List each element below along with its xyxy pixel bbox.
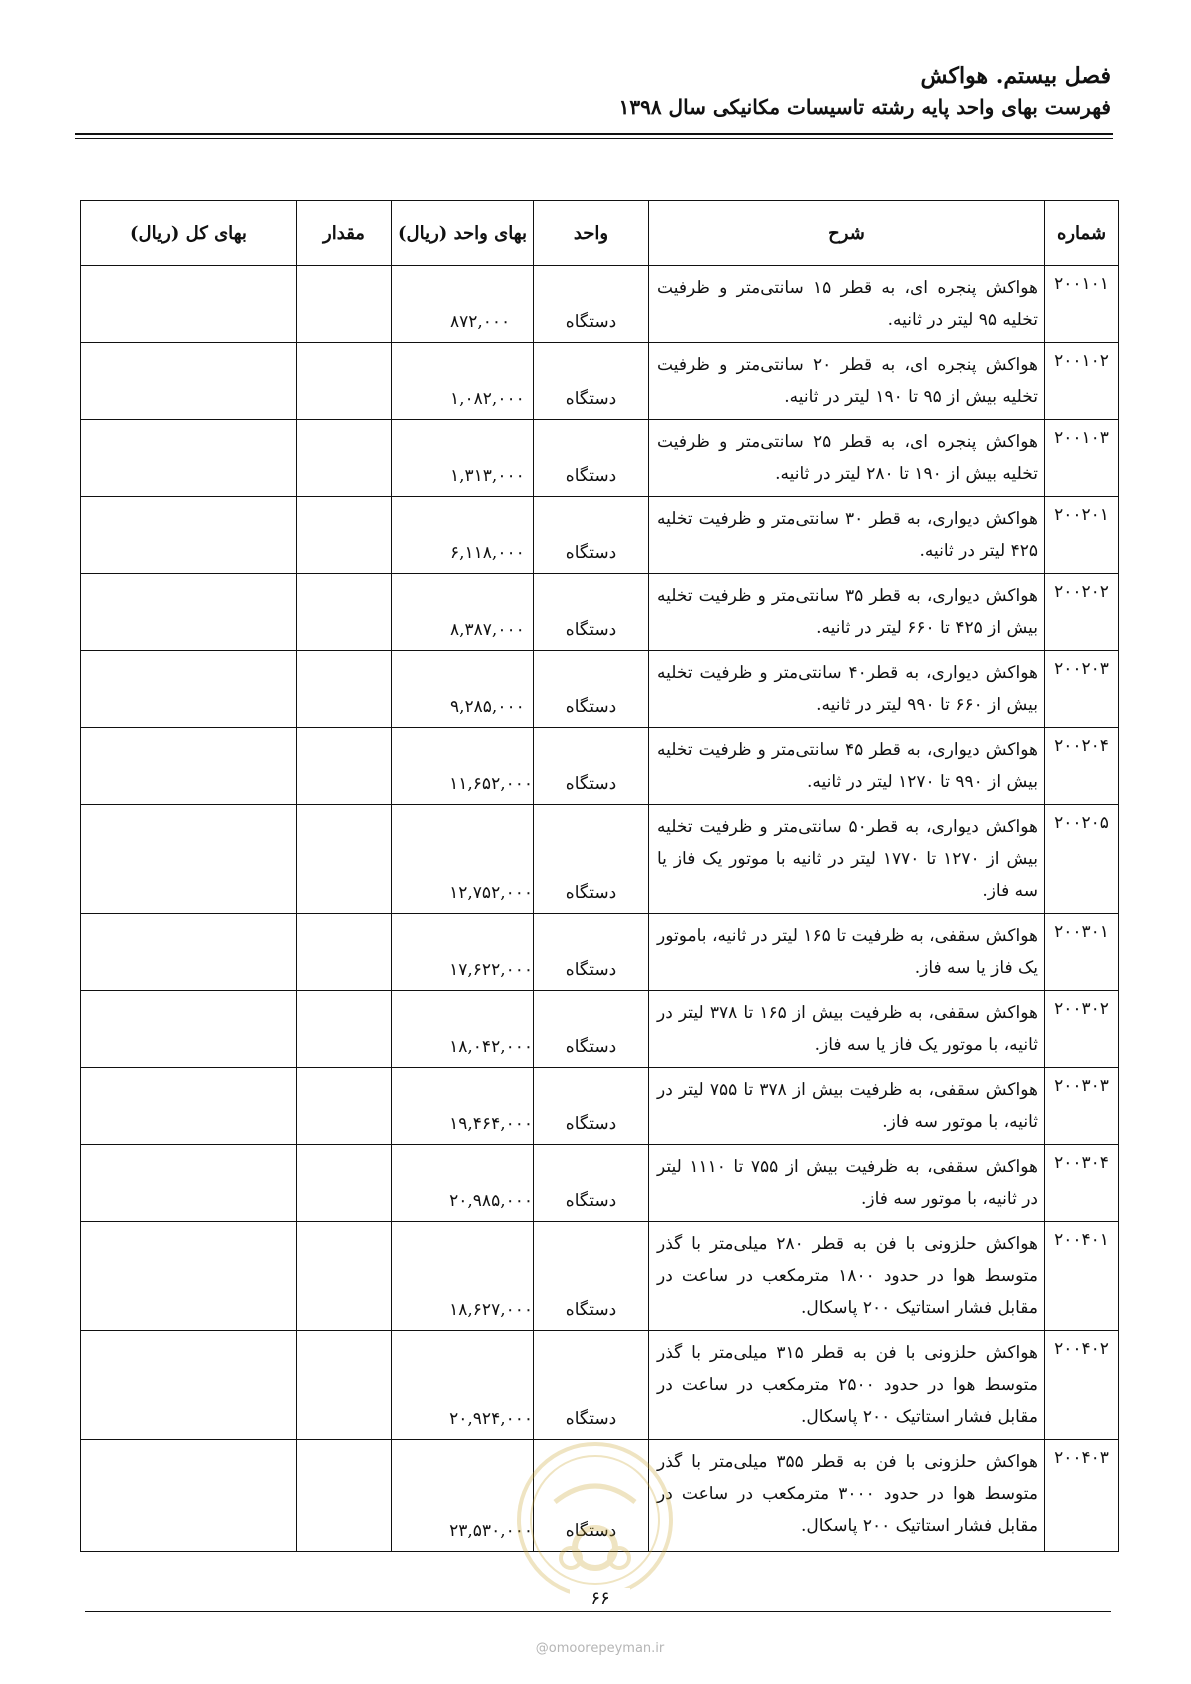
item-number: ۲۰۰۴۰۳	[1045, 1440, 1119, 1552]
item-description: هواکش دیواری، به قطر ۳۰ سانتی‌متر و ظرفیت تخلیه ۴۲۵ لیتر در ثانیه.	[649, 497, 1045, 574]
item-total-price	[81, 1222, 297, 1331]
item-quantity	[297, 805, 392, 914]
document-subtitle: فهرست بهای واحد پایه رشته تاسیسات مکانیکی سال ۱۳۹۸	[618, 95, 1111, 119]
item-total-price	[81, 497, 297, 574]
item-description: هواکش دیواری، به قطر۵۰ سانتی‌متر و ظرفیت تخلیه بیش از ۱۲۷۰ تا ۱۷۷۰ لیتر در ثانیه با موتور یک فاز یا سه فاز.	[649, 805, 1045, 914]
item-description: هواکش سقفی، به ظرفیت بیش از ۱۶۵ تا ۳۷۸ لیتر در ثانیه، با موتور یک فاز یا سه فاز.	[649, 991, 1045, 1068]
item-quantity	[297, 991, 392, 1068]
item-total-price	[81, 1331, 297, 1440]
item-unit: دستگاه	[534, 343, 649, 420]
item-number: ۲۰۰۱۰۲	[1045, 343, 1119, 420]
item-number: ۲۰۰۴۰۱	[1045, 1222, 1119, 1331]
item-unit-price: ۱,۳۱۳,۰۰۰	[392, 420, 534, 497]
item-unit-price: ۱۲,۷۵۲,۰۰۰	[392, 805, 534, 914]
table-row	[81, 728, 1119, 805]
item-number: ۲۰۰۲۰۳	[1045, 651, 1119, 728]
item-quantity	[297, 651, 392, 728]
price-table	[80, 200, 1119, 1552]
table-row	[81, 420, 1119, 497]
item-unit-price: ۸۷۲,۰۰۰	[392, 266, 534, 343]
header-rule-thick	[75, 133, 1113, 135]
table-row	[81, 805, 1119, 914]
item-total-price	[81, 574, 297, 651]
item-unit: دستگاه	[534, 1222, 649, 1331]
item-unit: دستگاه	[534, 420, 649, 497]
item-number: ۲۰۰۲۰۵	[1045, 805, 1119, 914]
item-number: ۲۰۰۳۰۲	[1045, 991, 1119, 1068]
item-description: هواکش سقفی، به ظرفیت بیش از ۳۷۸ تا ۷۵۵ لیتر در ثانیه، با موتور سه فاز.	[649, 1068, 1045, 1145]
col-header-quantity: مقدار	[297, 201, 392, 266]
item-quantity	[297, 420, 392, 497]
item-unit: دستگاه	[534, 651, 649, 728]
item-quantity	[297, 728, 392, 805]
item-unit-price: ۱۱,۶۵۲,۰۰۰	[392, 728, 534, 805]
item-number: ۲۰۰۱۰۱	[1045, 266, 1119, 343]
table-row	[81, 651, 1119, 728]
item-unit: دستگاه	[534, 497, 649, 574]
col-header-total-price: بهای کل (ریال)	[81, 201, 297, 266]
footer-rule	[85, 1611, 1111, 1612]
item-number: ۲۰۰۲۰۴	[1045, 728, 1119, 805]
item-number: ۲۰۰۳۰۴	[1045, 1145, 1119, 1222]
item-unit-price: ۱۷,۶۲۲,۰۰۰	[392, 914, 534, 991]
item-quantity	[297, 1145, 392, 1222]
item-total-price	[81, 420, 297, 497]
item-unit-price: ۲۳,۵۳۰,۰۰۰	[392, 1440, 534, 1552]
item-description: هواکش سقفی، به ظرفیت تا ۱۶۵ لیتر در ثانیه، باموتور یک فاز یا سه فاز.	[649, 914, 1045, 991]
table-row	[81, 914, 1119, 991]
item-number: ۲۰۰۱۰۳	[1045, 420, 1119, 497]
item-description: هواکش پنجره ای، به قطر ۱۵ سانتی‌متر و ظرفیت تخلیه ۹۵ لیتر در ثانیه.	[649, 266, 1045, 343]
table-row	[81, 343, 1119, 420]
table-row	[81, 497, 1119, 574]
item-quantity	[297, 497, 392, 574]
item-description: هواکش حلزونی با فن به قطر ۳۱۵ میلی‌متر با گذر متوسط هوا در حدود ۲۵۰۰ مترمکعب در ساعت در مقابل فشار استاتیک ۲۰۰ پاسکال.	[649, 1331, 1045, 1440]
table-row	[81, 991, 1119, 1068]
item-unit: دستگاه	[534, 266, 649, 343]
col-header-unit: واحد	[534, 201, 649, 266]
item-total-price	[81, 1068, 297, 1145]
item-unit-price: ۱۸,۶۲۷,۰۰۰	[392, 1222, 534, 1331]
item-number: ۲۰۰۳۰۳	[1045, 1068, 1119, 1145]
item-description: هواکش حلزونی با فن به قطر ۳۵۵ میلی‌متر با گذر متوسط هوا در حدود ۳۰۰۰ مترمکعب در ساعت در مقابل فشار استاتیک ۲۰۰ پاسکال.	[649, 1440, 1045, 1552]
item-total-price	[81, 343, 297, 420]
item-total-price	[81, 1145, 297, 1222]
page-header	[80, 60, 1111, 122]
item-total-price	[81, 991, 297, 1068]
col-header-number: شماره	[1045, 201, 1119, 266]
col-header-description: شرح	[649, 201, 1045, 266]
item-description: هواکش حلزونی با فن به قطر ۲۸۰ میلی‌متر با گذر متوسط هوا در حدود ۱۸۰۰ مترمکعب در ساعت در مقابل فشار استاتیک ۲۰۰ پاسکال.	[649, 1222, 1045, 1331]
item-unit-price: ۸,۳۸۷,۰۰۰	[392, 574, 534, 651]
item-quantity	[297, 1331, 392, 1440]
item-unit: دستگاه	[534, 574, 649, 651]
item-number: ۲۰۰۲۰۲	[1045, 574, 1119, 651]
watermark-logo	[515, 1440, 675, 1600]
item-description: هواکش پنجره ای، به قطر ۲۰ سانتی‌متر و ظرفیت تخلیه بیش از ۹۵ تا ۱۹۰ لیتر در ثانیه.	[649, 343, 1045, 420]
item-unit: دستگاه	[534, 991, 649, 1068]
item-total-price	[81, 914, 297, 991]
item-quantity	[297, 1222, 392, 1331]
item-quantity	[297, 343, 392, 420]
item-unit-price: ۱,۰۸۲,۰۰۰	[392, 343, 534, 420]
table-row	[81, 266, 1119, 343]
header-rule-thin	[75, 138, 1113, 139]
item-total-price	[81, 805, 297, 914]
item-number: ۲۰۰۴۰۲	[1045, 1331, 1119, 1440]
table-row	[81, 1222, 1119, 1331]
item-description: هواکش پنجره ای، به قطر ۲۵ سانتی‌متر و ظرفیت تخلیه بیش از ۱۹۰ تا ۲۸۰ لیتر در ثانیه.	[649, 420, 1045, 497]
item-description: هواکش دیواری، به قطر ۳۵ سانتی‌متر و ظرفیت تخلیه بیش از ۴۲۵ تا ۶۶۰ لیتر در ثانیه.	[649, 574, 1045, 651]
item-unit-price: ۹,۲۸۵,۰۰۰	[392, 651, 534, 728]
item-quantity	[297, 1068, 392, 1145]
item-total-price	[81, 266, 297, 343]
item-unit: دستگاه	[534, 914, 649, 991]
table-row	[81, 574, 1119, 651]
item-total-price	[81, 651, 297, 728]
item-quantity	[297, 914, 392, 991]
table-row	[81, 1145, 1119, 1222]
item-unit-price: ۶,۱۱۸,۰۰۰	[392, 497, 534, 574]
item-unit: دستگاه	[534, 1440, 649, 1552]
page-number: ۶۶	[570, 1588, 630, 1609]
item-unit: دستگاه	[534, 728, 649, 805]
item-description: هواکش سقفی، به ظرفیت بیش از ۷۵۵ تا ۱۱۱۰ لیتر در ثانیه، با موتور سه فاز.	[649, 1145, 1045, 1222]
col-header-unit-price: بهای واحد (ریال)	[392, 201, 534, 266]
table-header-row	[81, 201, 1119, 266]
item-unit-price: ۱۹,۴۶۴,۰۰۰	[392, 1068, 534, 1145]
chapter-title: فصل بیستم. هواکش	[920, 63, 1111, 89]
item-unit: دستگاه	[534, 1331, 649, 1440]
source-watermark: @omoorepeyman.ir	[535, 1641, 665, 1656]
item-unit: دستگاه	[534, 805, 649, 914]
table-row	[81, 1331, 1119, 1440]
item-quantity	[297, 266, 392, 343]
item-unit-price: ۲۰,۹۸۵,۰۰۰	[392, 1145, 534, 1222]
item-unit: دستگاه	[534, 1145, 649, 1222]
item-quantity	[297, 1440, 392, 1552]
item-total-price	[81, 728, 297, 805]
item-quantity	[297, 574, 392, 651]
item-unit: دستگاه	[534, 1068, 649, 1145]
item-unit-price: ۲۰,۹۲۴,۰۰۰	[392, 1331, 534, 1440]
item-total-price	[81, 1440, 297, 1552]
item-description: هواکش دیواری، به قطر ۴۵ سانتی‌متر و ظرفیت تخلیه بیش از ۹۹۰ تا ۱۲۷۰ لیتر در ثانیه.	[649, 728, 1045, 805]
item-number: ۲۰۰۲۰۱	[1045, 497, 1119, 574]
item-description: هواکش دیواری، به قطر۴۰ سانتی‌متر و ظرفیت تخلیه بیش از ۶۶۰ تا ۹۹۰ لیتر در ثانیه.	[649, 651, 1045, 728]
item-number: ۲۰۰۳۰۱	[1045, 914, 1119, 991]
item-unit-price: ۱۸,۰۴۲,۰۰۰	[392, 991, 534, 1068]
table-row	[81, 1068, 1119, 1145]
